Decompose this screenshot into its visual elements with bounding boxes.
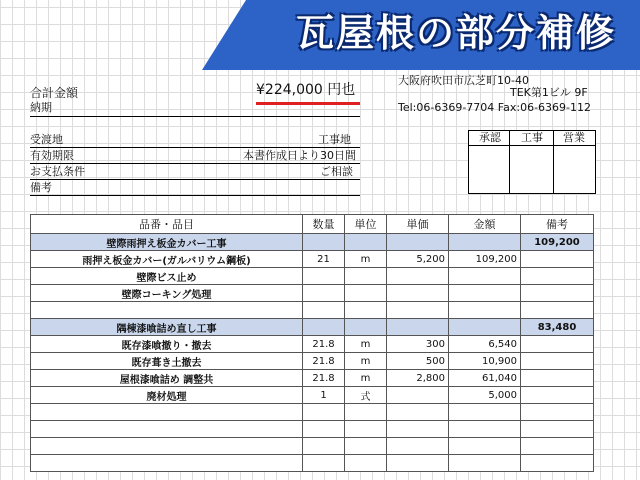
cell-amount[interactable] xyxy=(449,404,521,421)
cell-note[interactable]: 83,480 xyxy=(521,319,594,336)
column-header-price: 単価 xyxy=(387,215,449,234)
payment-value: ご相談 xyxy=(320,165,353,178)
cell-unit[interactable]: m xyxy=(345,353,387,370)
payment-label: お支払条件 xyxy=(30,165,85,178)
cell-unit[interactable] xyxy=(345,268,387,285)
cell-item[interactable] xyxy=(31,404,303,421)
table-row xyxy=(31,268,594,285)
table-row xyxy=(31,455,594,472)
table-header-row xyxy=(31,215,594,234)
company-building: TEK第1ビル 9F xyxy=(510,86,588,99)
cell-price[interactable] xyxy=(387,438,449,455)
table-row xyxy=(31,336,594,353)
cell-unit[interactable] xyxy=(345,302,387,319)
estimate-table xyxy=(30,214,594,472)
banner-title: 瓦屋根の部分補修 xyxy=(295,11,616,55)
table-row xyxy=(31,438,594,455)
cell-note[interactable] xyxy=(521,251,594,268)
cell-amount[interactable]: 109,200 xyxy=(449,251,521,268)
cell-item[interactable] xyxy=(31,455,303,472)
cell-price[interactable] xyxy=(387,234,449,251)
cell-qty[interactable]: 1 xyxy=(303,387,345,404)
table-section-row xyxy=(31,234,594,251)
table-row xyxy=(31,302,594,319)
cell-unit[interactable] xyxy=(345,438,387,455)
cell-item[interactable]: 隅棟漆喰詰め直し工事 xyxy=(31,319,303,336)
cell-item[interactable] xyxy=(31,302,303,319)
column-header-unit: 単位 xyxy=(345,215,387,234)
cell-amount[interactable]: 10,900 xyxy=(449,353,521,370)
cell-price[interactable] xyxy=(387,404,449,421)
cell-amount[interactable] xyxy=(449,285,521,302)
table-row xyxy=(31,353,594,370)
cell-unit[interactable] xyxy=(345,285,387,302)
remarks-label: 備考 xyxy=(30,181,52,194)
table-row xyxy=(31,251,594,268)
cell-qty[interactable]: 21.8 xyxy=(303,370,345,387)
approval-label-approve: 承認 xyxy=(479,131,501,144)
cell-note[interactable] xyxy=(521,438,594,455)
approval-stamp-boxes xyxy=(468,130,596,194)
cell-note[interactable]: 109,200 xyxy=(521,234,594,251)
remarks-underline xyxy=(30,195,360,196)
delivery-place-underline xyxy=(30,147,360,148)
column-header-amount: 金額 xyxy=(449,215,521,234)
cell-qty[interactable]: 21.8 xyxy=(303,353,345,370)
company-contact: Tel:06-6369-7704 Fax:06-6369-112 xyxy=(398,101,591,114)
cell-qty[interactable] xyxy=(303,319,345,336)
cell-price[interactable] xyxy=(387,421,449,438)
column-header-qty: 数量 xyxy=(303,215,345,234)
cell-unit[interactable]: m xyxy=(345,370,387,387)
cell-item[interactable] xyxy=(31,421,303,438)
cell-note[interactable] xyxy=(521,387,594,404)
table-row xyxy=(31,421,594,438)
cell-qty[interactable] xyxy=(303,268,345,285)
cell-note[interactable] xyxy=(521,302,594,319)
cell-price[interactable] xyxy=(387,319,449,336)
delivery-place-label: 受渡地 xyxy=(30,133,63,146)
delivery-underline xyxy=(30,116,360,117)
total-red-underline xyxy=(256,102,360,105)
cell-price[interactable] xyxy=(387,285,449,302)
cell-item[interactable]: 雨押え板金カバー(ガルバリウム鋼板) xyxy=(31,251,303,268)
cell-qty[interactable] xyxy=(303,421,345,438)
cell-price[interactable]: 500 xyxy=(387,353,449,370)
total-value: ¥224,000 円也 xyxy=(256,82,356,98)
cell-note[interactable] xyxy=(521,455,594,472)
total-label: 合計金額 xyxy=(30,86,79,100)
cell-note[interactable] xyxy=(521,370,594,387)
table-row xyxy=(31,404,594,421)
cell-qty[interactable] xyxy=(303,234,345,251)
cell-amount[interactable] xyxy=(449,302,521,319)
cell-amount[interactable] xyxy=(449,421,521,438)
cell-unit[interactable] xyxy=(345,421,387,438)
validity-value: 本書作成日より30日間 xyxy=(243,149,356,162)
cell-item[interactable]: 既存漆喰撤り・撤去 xyxy=(31,336,303,353)
cell-note[interactable] xyxy=(521,336,594,353)
cell-item[interactable]: 壁際ビス止め xyxy=(31,268,303,285)
cell-qty[interactable]: 21.8 xyxy=(303,336,345,353)
cell-price[interactable] xyxy=(387,455,449,472)
cell-price[interactable] xyxy=(387,387,449,404)
cell-item[interactable] xyxy=(31,438,303,455)
table-row xyxy=(31,370,594,387)
cell-qty[interactable] xyxy=(303,285,345,302)
cell-price[interactable]: 5,200 xyxy=(387,251,449,268)
approval-label-sales: 営業 xyxy=(563,131,585,144)
cell-unit[interactable] xyxy=(345,319,387,336)
cell-note[interactable] xyxy=(521,404,594,421)
column-header-note: 備考 xyxy=(521,215,594,234)
cell-price[interactable] xyxy=(387,268,449,285)
cell-unit[interactable] xyxy=(345,455,387,472)
cell-unit[interactable]: 式 xyxy=(345,387,387,404)
validity-underline xyxy=(30,163,360,164)
cell-amount[interactable] xyxy=(449,319,521,336)
cell-item[interactable]: 廃材処理 xyxy=(31,387,303,404)
validity-label: 有効期限 xyxy=(30,149,74,162)
cell-amount[interactable]: 6,540 xyxy=(449,336,521,353)
column-header-item: 品番・品目 xyxy=(31,215,303,234)
cell-qty[interactable] xyxy=(303,455,345,472)
cell-amount[interactable] xyxy=(449,234,521,251)
cell-qty[interactable] xyxy=(303,404,345,421)
payment-underline xyxy=(30,179,360,180)
table-section-row xyxy=(31,319,594,336)
cell-price[interactable] xyxy=(387,302,449,319)
cell-amount[interactable]: 61,040 xyxy=(449,370,521,387)
cell-item[interactable]: 壁際雨押え板金カバー工事 xyxy=(31,234,303,251)
delivery-label: 納期 xyxy=(30,101,52,114)
cell-unit[interactable]: m xyxy=(345,336,387,353)
cell-item[interactable]: 屋根漆喰詰め 調整共 xyxy=(31,370,303,387)
table-row xyxy=(31,387,594,404)
cell-unit[interactable] xyxy=(345,404,387,421)
cell-qty[interactable] xyxy=(303,438,345,455)
cell-amount[interactable]: 5,000 xyxy=(449,387,521,404)
approval-label-construction: 工事 xyxy=(521,131,543,144)
cell-item[interactable]: 壁際コーキング処理 xyxy=(31,285,303,302)
cell-note[interactable] xyxy=(521,268,594,285)
cell-note[interactable] xyxy=(521,285,594,302)
cell-unit[interactable] xyxy=(345,234,387,251)
cell-amount[interactable] xyxy=(449,438,521,455)
cell-price[interactable]: 300 xyxy=(387,336,449,353)
delivery-place-value: 工事地 xyxy=(318,133,351,146)
cell-note[interactable] xyxy=(521,421,594,438)
cell-note[interactable] xyxy=(521,353,594,370)
cell-qty[interactable]: 21 xyxy=(303,251,345,268)
cell-item[interactable]: 既存葺き土撤去 xyxy=(31,353,303,370)
company-address: 大阪府吹田市広芝町10-40 xyxy=(398,74,529,87)
table-row xyxy=(31,285,594,302)
cell-amount[interactable] xyxy=(449,455,521,472)
cell-qty[interactable] xyxy=(303,302,345,319)
cell-price[interactable]: 2,800 xyxy=(387,370,449,387)
cell-unit[interactable]: m xyxy=(345,251,387,268)
cell-amount[interactable] xyxy=(449,268,521,285)
